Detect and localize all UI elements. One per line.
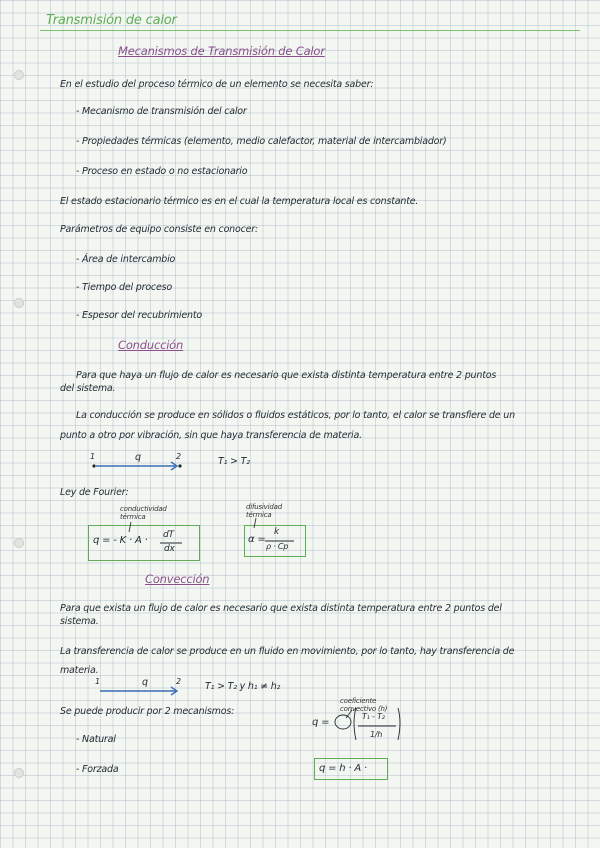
section-title-convection: Convección (145, 572, 210, 586)
convection-paragraph-line: Para que exista un flujo de calor es necesario que exista distinta temperatura entre 2 puntos del (60, 603, 502, 614)
section-title-mechanisms: Mecanismos de Transmisión de Calor (118, 44, 325, 58)
mechanism-item: - Forzada (76, 764, 119, 775)
design-intro: Parámetros de equipo consiste en conocer: (60, 224, 258, 235)
diagram-heat-label: q (135, 452, 141, 463)
fourier-formula-lhs: q = - K · A · (93, 535, 148, 546)
bracket-stroke (398, 708, 400, 740)
annotation-arrows (129, 518, 352, 718)
section-title-conduction: Conducción (118, 338, 184, 352)
conduction-paragraph-line: del sistema. (60, 383, 116, 394)
convection-paragraph-line: materia. (60, 665, 99, 676)
circle-annotation (335, 715, 351, 729)
conduction-paragraph-line: La conducción se produce en sólidos o fluidos estáticos, por lo tanto, el calor se transfiere de un (76, 410, 515, 421)
annotation-diffusivity: difusividad térmica (246, 503, 282, 519)
diagram-point-2: 2 (176, 452, 181, 461)
design-item: - Espesor del recubrimiento (76, 310, 202, 321)
conduction-paragraph-line: Para que haya un flujo de calor es necesario que exista distinta temperatura entre 2 puntos (76, 370, 497, 381)
bullet-item: - Proceso en estado o no estacionario (76, 166, 248, 177)
convection-formula-numerator: T₁ - T₂ (362, 712, 385, 721)
fourier-formula-numerator: dT (163, 530, 174, 540)
convection-paragraph-line: sistema. (60, 616, 99, 627)
mechanism-item: - Natural (76, 734, 116, 745)
convection-formula-lhs: q = (312, 717, 330, 728)
mechanisms-intro: Se puede producir por 2 mecanismos: (60, 706, 235, 717)
page-header-title: Transmisión de calor (46, 13, 177, 28)
temperature-relation: T₁ > T₂ (218, 456, 250, 467)
convection-arrow (100, 687, 177, 695)
diffusivity-formula-numerator: k (274, 527, 280, 537)
conduction-arrow (96, 462, 177, 470)
point-1-dot (92, 464, 95, 467)
steady-state-text: El estado estacionario térmico es en el cual la temperatura local es constante. (60, 196, 419, 207)
fraction-bars (160, 541, 396, 726)
intro-text: En el estudio del proceso térmico de un elemento se necesita saber: (60, 79, 374, 90)
bullet-item: - Mecanismo de transmisión del calor (76, 106, 247, 117)
design-item: - Tiempo del proceso (76, 282, 172, 293)
diagram-heat-label: q (142, 677, 148, 688)
bullet-item: - Propiedades térmicas (elemento, medio calefactor, material de intercambiador) (76, 136, 447, 147)
diffusivity-formula-lhs: α = (248, 534, 266, 545)
conduction-paragraph-line: punto a otro por vibración, sin que haya transferencia de materia. (60, 430, 362, 441)
fourier-law-title: Ley de Fourier: (60, 487, 129, 498)
design-item: - Área de intercambio (76, 254, 176, 265)
bracket-stroke (354, 708, 356, 740)
diagram-point-2: 2 (176, 677, 181, 686)
diagram-point-1: 1 (90, 452, 95, 461)
temperature-relation: T₁ > T₂ y h₁ ≠ h₂ (205, 681, 281, 692)
diffusivity-formula-denominator: ρ · Cp (266, 542, 289, 551)
fourier-formula-denominator: dx (164, 544, 175, 554)
point-2-dot (178, 464, 181, 467)
convection-paragraph-line: La transferencia de calor se produce en un fluido en movimiento, por lo tanto, hay transferencia de (60, 646, 515, 657)
convection-short-formula: q = h · A · (319, 763, 367, 774)
annotation-conductivity: conductividad térmica (120, 505, 167, 521)
annotation-convective-coefficient: coeficiente convectivo (h) (340, 697, 388, 713)
diagram-point-1: 1 (95, 677, 100, 686)
convection-formula-denominator: 1/h (370, 730, 383, 739)
